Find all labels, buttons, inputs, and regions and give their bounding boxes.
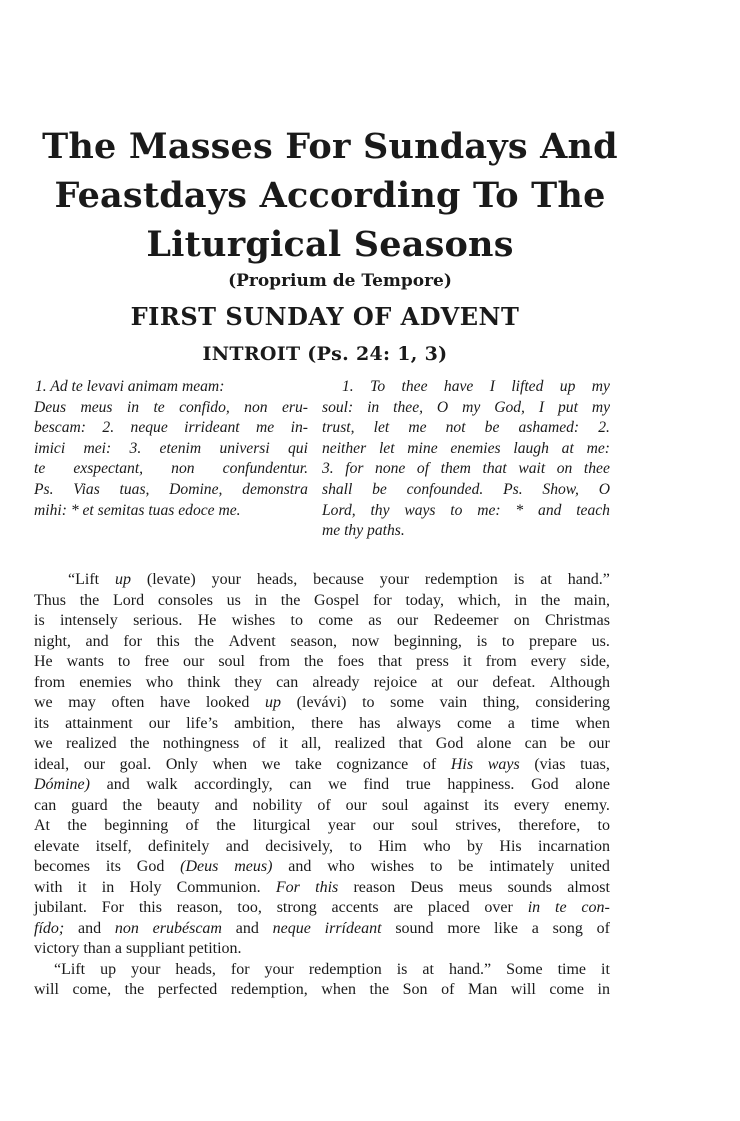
latin-line: mihi: * et semitas tuas edoce me. (34, 501, 241, 519)
latin-line: imici mei: 3. etenim universi qui (34, 439, 308, 457)
english-line: 1. To thee have I lifted up my (342, 378, 610, 395)
english-line: 3. for none of them that wait on thee (322, 460, 610, 478)
latin-column (34, 377, 308, 521)
latin-line: 1. Ad te levavi animam meam: (35, 378, 225, 395)
text-line: will come, the perfected redemption, when the Son of Man will come in (34, 981, 610, 998)
text-line: “Lift up (levate) your heads, because your redemption is at hand.” (68, 571, 610, 588)
text-line: elevate itself, definitely and decisively, to Him who by His incarnation (34, 837, 610, 855)
english-line: shall be confounded. Ps. Show, O (322, 480, 610, 498)
text-line: ideal, our goal. Only when we take cognizance of His ways (vias tuas, (34, 755, 610, 773)
commentary-text (34, 570, 610, 1001)
english-line: soul: in thee, O my God, I put my (322, 398, 610, 416)
text-line: “Lift up your heads, for your redemption is at hand.” Some time it (54, 960, 610, 978)
english-column (322, 377, 610, 542)
text-line: is intensely serious. He wishes to come as our Redeemer on Christmas (34, 612, 610, 629)
title-line-2: Feastdays According To The (54, 175, 606, 216)
text-line: with it in Holy Communion. For this reason Deus meus sounds almost (34, 878, 610, 896)
latin-line: Deus meus in te confido, non eru- (34, 398, 308, 416)
english-line: neither let mine enemies laugh at me: (322, 439, 610, 457)
latin-line: te exspectant, non confundentur. (34, 460, 308, 478)
text-line: night, and for this the Advent season, now beginning, is to prepare us. (34, 632, 610, 650)
english-line: Lord, thy ways to me: * and teach (322, 501, 610, 519)
text-line: At the beginning of the liturgical year our soul strives, therefore, to (34, 817, 610, 834)
latin-line: bescam: 2. neque irrideant me in- (34, 419, 308, 437)
text-line: Dómine) and walk accordingly, can we find true happiness. God alone (34, 776, 610, 793)
text-line: fído; and non erubéscam and neque irrídeant sound more like a song of (34, 919, 610, 937)
text-line: its attainment our life’s ambition, there has always come a time when (34, 714, 610, 732)
page-title (40, 122, 620, 269)
text-line: can guard the beauty and nobility of our soul against its every enemy. (34, 796, 610, 814)
english-line: me thy paths. (322, 522, 405, 540)
section-heading: FIRST SUNDAY OF ADVENT (130, 302, 520, 331)
introit-heading: INTROIT (Ps. 24: 1, 3) (202, 343, 448, 365)
title-line-1: The Masses For Sundays And (42, 126, 618, 167)
subtitle: (Proprium de Tempore) (228, 271, 452, 291)
text-line: jubilant. For this reason, too, strong accents are placed over in te con- (34, 899, 610, 916)
latin-line: Ps. Vias tuas, Domine, demonstra (34, 480, 308, 498)
english-line: trust, let me not be ashamed: 2. (322, 419, 610, 437)
text-line: we realized the nothingness of it all, realized that God alone can be our (34, 735, 610, 752)
text-line: Thus the Lord consoles us in the Gospel for today, which, in the main, (34, 591, 610, 609)
text-line: victory than a suppliant petition. (34, 940, 242, 957)
text-line: from enemies who think they can already rejoice at our defeat. Although (34, 673, 610, 691)
text-line: He wants to free our soul from the foes that press it from every side, (34, 653, 610, 670)
text-line: becomes its God (Deus meus) and who wishes to be intimately united (34, 858, 610, 875)
text-line: we may often have looked up (levávi) to some vain thing, considering (34, 694, 610, 711)
title-line-3: Liturgical Seasons (146, 224, 514, 265)
